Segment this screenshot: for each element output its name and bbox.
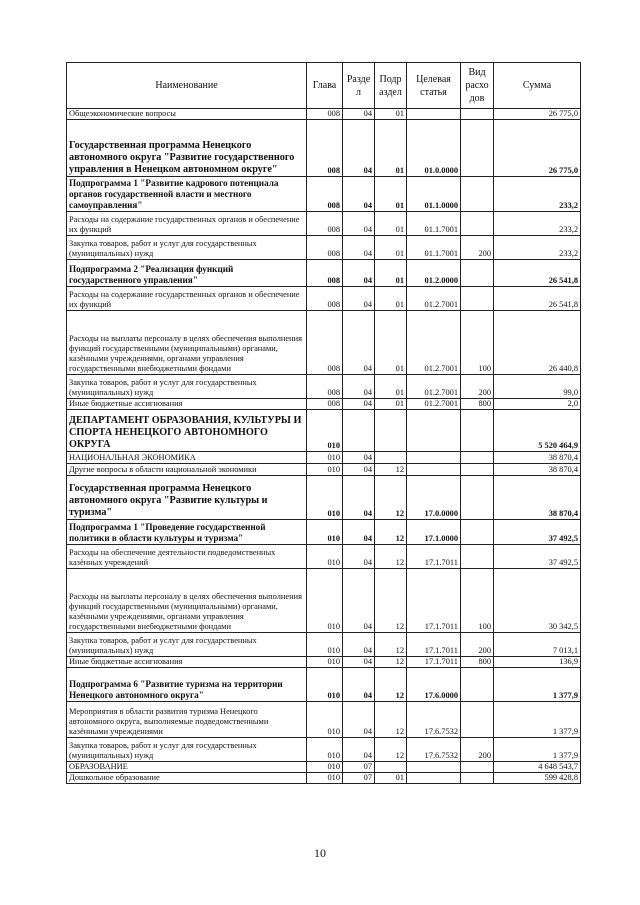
cell-vid: 200	[461, 236, 494, 260]
cell-glava: 008	[307, 120, 343, 177]
cell-vid	[461, 520, 494, 545]
cell-name: Подпрограмма 6 "Развитие туризма на территории Ненецкого автономного округа"	[67, 668, 307, 702]
cell-name: Другие вопросы в области национальной экономики	[67, 464, 307, 476]
cell-name: ОБРАЗОВАНИЕ	[67, 762, 307, 773]
cell-sum: 233,2	[494, 177, 581, 212]
cell-vid	[461, 177, 494, 212]
cell-podrazdel: 01	[375, 311, 407, 375]
cell-name: Закупка товаров, работ и услуг для государственных (муниципальных) нужд	[67, 738, 307, 762]
cell-razdel: 04	[343, 311, 375, 375]
cell-vid	[461, 773, 494, 784]
cell-article: 17.6.7532	[407, 738, 461, 762]
cell-article: 17.6.0000	[407, 668, 461, 702]
cell-vid	[461, 287, 494, 311]
cell-name: Мероприятия в области развития туризма Ненецкого автономного округа, выполняемые подведомственными казёнными учреждениями	[67, 702, 307, 738]
cell-sum: 30 342,5	[494, 569, 581, 633]
cell-vid	[461, 762, 494, 773]
table-row	[67, 569, 581, 633]
cell-sum: 26 541,8	[494, 260, 581, 287]
cell-glava: 008	[307, 399, 343, 410]
cell-podrazdel: 12	[375, 464, 407, 476]
cell-article: 01.2.7001	[407, 311, 461, 375]
table-row	[67, 762, 581, 773]
cell-vid	[461, 410, 494, 452]
page-number: 10	[314, 846, 326, 860]
cell-sum: 26 440,8	[494, 311, 581, 375]
cell-razdel: 04	[343, 109, 375, 120]
cell-article: 17.0.0000	[407, 476, 461, 520]
cell-vid: 800	[461, 399, 494, 410]
cell-vid	[461, 212, 494, 236]
cell-glava: 010	[307, 464, 343, 476]
cell-glava: 008	[307, 375, 343, 399]
cell-razdel: 04	[343, 399, 375, 410]
cell-sum: 1 377,9	[494, 702, 581, 738]
cell-name: Общеэкономические вопросы	[67, 109, 307, 120]
cell-podrazdel: 01	[375, 287, 407, 311]
cell-sum: 2,0	[494, 399, 581, 410]
cell-sum: 26 775,0	[494, 120, 581, 177]
cell-sum: 26 775,0	[494, 109, 581, 120]
table-body	[67, 109, 581, 784]
cell-podrazdel: 01	[375, 236, 407, 260]
table-row	[67, 773, 581, 784]
cell-podrazdel: 12	[375, 569, 407, 633]
cell-article: 17.1.7011	[407, 657, 461, 668]
col-header-sum: Сумма	[494, 63, 581, 109]
cell-vid: 200	[461, 633, 494, 657]
cell-razdel: 04	[343, 569, 375, 633]
cell-razdel: 04	[343, 120, 375, 177]
cell-article: 01.2.0000	[407, 260, 461, 287]
cell-sum: 233,2	[494, 212, 581, 236]
table-row	[67, 520, 581, 545]
table-row	[67, 399, 581, 410]
cell-vid: 200	[461, 738, 494, 762]
cell-article	[407, 762, 461, 773]
table-row	[67, 657, 581, 668]
cell-vid	[461, 260, 494, 287]
cell-vid	[461, 464, 494, 476]
cell-podrazdel: 01	[375, 399, 407, 410]
cell-podrazdel: 01	[375, 260, 407, 287]
cell-podrazdel: 12	[375, 702, 407, 738]
table-row	[67, 452, 581, 464]
cell-razdel: 07	[343, 762, 375, 773]
cell-sum: 99,0	[494, 375, 581, 399]
cell-vid: 800	[461, 657, 494, 668]
cell-name: Расходы на обеспечение деятельности подведомственных казённых учреждений	[67, 545, 307, 569]
table-row	[67, 633, 581, 657]
cell-name: Дошкольное образование	[67, 773, 307, 784]
cell-article: 17.1.7011	[407, 545, 461, 569]
cell-name: Закупка товаров, работ и услуг для государственных (муниципальных) нужд	[67, 236, 307, 260]
cell-vid	[461, 545, 494, 569]
cell-article	[407, 109, 461, 120]
cell-article: 01.2.7001	[407, 399, 461, 410]
table-row	[67, 410, 581, 452]
cell-glava: 010	[307, 520, 343, 545]
cell-glava: 010	[307, 657, 343, 668]
cell-razdel: 04	[343, 177, 375, 212]
cell-sum: 7 013,1	[494, 633, 581, 657]
cell-name: Закупка товаров, работ и услуг для государственных (муниципальных) нужд	[67, 375, 307, 399]
cell-article: 01.1.0000	[407, 177, 461, 212]
table-row	[67, 311, 581, 375]
cell-name: Иные бюджетные ассигнования	[67, 399, 307, 410]
cell-article	[407, 410, 461, 452]
cell-vid	[461, 668, 494, 702]
table-header-row	[67, 63, 581, 109]
cell-razdel: 04	[343, 464, 375, 476]
cell-podrazdel: 01	[375, 375, 407, 399]
cell-razdel	[343, 410, 375, 452]
col-header-razdel: Разде л	[343, 63, 375, 109]
cell-article	[407, 773, 461, 784]
col-header-article: Целевая статья	[407, 63, 461, 109]
cell-glava: 008	[307, 177, 343, 212]
cell-glava: 010	[307, 569, 343, 633]
cell-glava: 008	[307, 236, 343, 260]
cell-sum: 4 648 543,7	[494, 762, 581, 773]
cell-sum: 5 520 464,9	[494, 410, 581, 452]
cell-glava: 010	[307, 545, 343, 569]
table-row	[67, 545, 581, 569]
cell-glava: 010	[307, 773, 343, 784]
cell-sum: 38 870,4	[494, 464, 581, 476]
cell-razdel: 07	[343, 773, 375, 784]
cell-podrazdel: 01	[375, 773, 407, 784]
cell-podrazdel: 01	[375, 109, 407, 120]
table-row	[67, 236, 581, 260]
cell-name: Подпрограмма 1 "Развитие кадрового потенциала органов государственной власти и местного самоуправления"	[67, 177, 307, 212]
table-row	[67, 738, 581, 762]
cell-podrazdel	[375, 452, 407, 464]
cell-podrazdel: 12	[375, 738, 407, 762]
cell-name: Подпрограмма 2 "Реализация функций государственного управления"	[67, 260, 307, 287]
cell-sum: 233,2	[494, 236, 581, 260]
cell-article: 17.1.7011	[407, 633, 461, 657]
cell-glava: 010	[307, 668, 343, 702]
cell-razdel: 04	[343, 545, 375, 569]
cell-razdel: 04	[343, 476, 375, 520]
table-row	[67, 120, 581, 177]
cell-article: 17.1.7011	[407, 569, 461, 633]
cell-glava: 008	[307, 212, 343, 236]
cell-name: Государственная программа Ненецкого автономного округа "Развитие культуры и туризма"	[67, 476, 307, 520]
cell-glava: 010	[307, 476, 343, 520]
col-header-podrazdel: Подр аздел	[375, 63, 407, 109]
cell-vid: 200	[461, 375, 494, 399]
cell-razdel: 04	[343, 287, 375, 311]
cell-razdel: 04	[343, 452, 375, 464]
cell-name: НАЦИОНАЛЬНАЯ ЭКОНОМИКА	[67, 452, 307, 464]
cell-podrazdel: 12	[375, 520, 407, 545]
cell-article: 01.1.7001	[407, 212, 461, 236]
cell-glava: 010	[307, 738, 343, 762]
table-row	[67, 702, 581, 738]
cell-sum: 38 870,4	[494, 452, 581, 464]
cell-name: Расходы на выплаты персоналу в целях обеспечения выполнения функций государственными (муниципальными) органами, казёнными учреждениями, органами управления государственными внебюджетными фондами	[67, 569, 307, 633]
table-row	[67, 375, 581, 399]
cell-article	[407, 452, 461, 464]
cell-razdel: 04	[343, 702, 375, 738]
cell-razdel: 04	[343, 375, 375, 399]
table-row	[67, 668, 581, 702]
table-row	[67, 260, 581, 287]
table-row	[67, 464, 581, 476]
cell-razdel: 04	[343, 520, 375, 545]
cell-podrazdel: 12	[375, 668, 407, 702]
cell-sum: 26 541,8	[494, 287, 581, 311]
cell-podrazdel: 12	[375, 545, 407, 569]
cell-podrazdel: 01	[375, 212, 407, 236]
cell-podrazdel: 12	[375, 633, 407, 657]
table-row	[67, 212, 581, 236]
cell-vid: 100	[461, 569, 494, 633]
cell-vid: 100	[461, 311, 494, 375]
cell-article	[407, 464, 461, 476]
cell-glava: 010	[307, 762, 343, 773]
cell-razdel: 04	[343, 633, 375, 657]
col-header-glava: Глава	[307, 63, 343, 109]
cell-sum: 1 377,9	[494, 668, 581, 702]
cell-article: 01.0.0000	[407, 120, 461, 177]
cell-razdel: 04	[343, 212, 375, 236]
budget-table	[66, 62, 581, 784]
col-header-vid: Вид расхо дов	[461, 63, 494, 109]
cell-name: Закупка товаров, работ и услуг для государственных (муниципальных) нужд	[67, 633, 307, 657]
cell-sum: 38 870,4	[494, 476, 581, 520]
cell-name: Расходы на содержание государственных органов и обеспечение их функций	[67, 212, 307, 236]
cell-podrazdel: 12	[375, 476, 407, 520]
cell-razdel: 04	[343, 668, 375, 702]
cell-glava: 008	[307, 260, 343, 287]
cell-sum: 1 377,9	[494, 738, 581, 762]
cell-podrazdel: 01	[375, 177, 407, 212]
cell-article: 01.2.7001	[407, 287, 461, 311]
table-row	[67, 109, 581, 120]
cell-sum: 599 428,8	[494, 773, 581, 784]
cell-sum: 37 492,5	[494, 545, 581, 569]
cell-razdel: 04	[343, 260, 375, 287]
cell-podrazdel: 01	[375, 120, 407, 177]
cell-name: ДЕПАРТАМЕНТ ОБРАЗОВАНИЯ, КУЛЬТУРЫ И СПОРТА НЕНЕЦКОГО АВТОНОМНОГО ОКРУГА	[67, 410, 307, 452]
cell-glava: 010	[307, 410, 343, 452]
cell-article: 01.1.7001	[407, 236, 461, 260]
cell-name: Иные бюджетные ассигнования	[67, 657, 307, 668]
cell-name: Государственная программа Ненецкого автономного округа "Развитие государственного управления в Ненецком автономном округе"	[67, 120, 307, 177]
cell-glava: 008	[307, 287, 343, 311]
cell-vid	[461, 476, 494, 520]
cell-podrazdel	[375, 410, 407, 452]
cell-razdel: 04	[343, 236, 375, 260]
table-row	[67, 287, 581, 311]
table-row	[67, 476, 581, 520]
cell-sum: 136,9	[494, 657, 581, 668]
cell-glava: 010	[307, 452, 343, 464]
cell-vid	[461, 702, 494, 738]
cell-glava: 008	[307, 109, 343, 120]
cell-podrazdel	[375, 762, 407, 773]
cell-article: 17.1.0000	[407, 520, 461, 545]
cell-vid	[461, 452, 494, 464]
cell-vid	[461, 109, 494, 120]
cell-glava: 010	[307, 702, 343, 738]
cell-vid	[461, 120, 494, 177]
cell-glava: 008	[307, 311, 343, 375]
cell-razdel: 04	[343, 657, 375, 668]
cell-razdel: 04	[343, 738, 375, 762]
cell-name: Расходы на содержание государственных органов и обеспечение их функций	[67, 287, 307, 311]
table-row	[67, 177, 581, 212]
cell-sum: 37 492,5	[494, 520, 581, 545]
cell-name: Расходы на выплаты персоналу в целях обеспечения выполнения функций государственными (муниципальными) органами, казёнными учреждениями, органами управления государственными внебюджетными фондами	[67, 311, 307, 375]
cell-article: 01.2.7001	[407, 375, 461, 399]
cell-name: Подпрограмма 1 "Проведение государственной политики в области культуры и туризма"	[67, 520, 307, 545]
cell-article: 17.6.7532	[407, 702, 461, 738]
cell-glava: 010	[307, 633, 343, 657]
cell-podrazdel: 12	[375, 657, 407, 668]
col-header-name: Наименование	[67, 63, 307, 109]
